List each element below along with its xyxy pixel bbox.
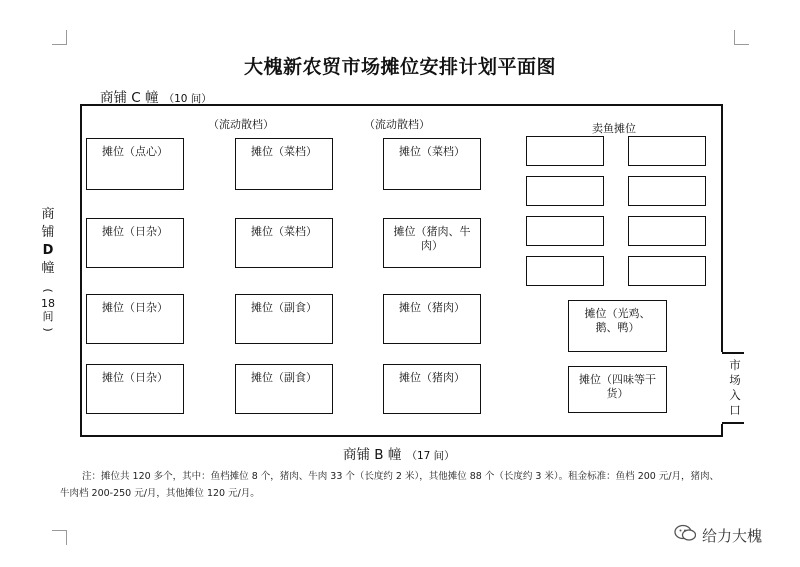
shop-d-count-char: 18 xyxy=(41,297,55,310)
stall-box xyxy=(235,138,333,190)
stall-label: 摊位（菜档） xyxy=(251,225,317,238)
stall-label: 摊位（猪肉） xyxy=(399,371,465,384)
fish-stall-label: 卖鱼摊位 xyxy=(592,122,636,135)
shop-d-count-char: ) xyxy=(41,327,55,332)
stall-label: 摊位（日杂） xyxy=(102,301,168,314)
watermark-text: 给力大槐 xyxy=(701,526,762,545)
stall-label: 摊位（副食） xyxy=(251,301,317,314)
wechat-icon xyxy=(674,524,696,546)
stall-box xyxy=(86,218,184,268)
fish-stall-box xyxy=(628,256,706,286)
shop-b-count: （17 间） xyxy=(406,450,455,462)
shop-c-name: 商铺 C 幢 xyxy=(100,90,159,106)
stall-box xyxy=(383,294,481,344)
stall-box xyxy=(86,138,184,190)
fish-stall-box xyxy=(628,216,706,246)
stall-box xyxy=(86,364,184,414)
crop-mark-bottom-left xyxy=(52,530,67,545)
stall-label: 摊位（菜档） xyxy=(251,145,317,158)
watermark xyxy=(674,524,762,546)
fish-stall-box xyxy=(526,216,604,246)
stall-label: 摊位（猪肉） xyxy=(399,301,465,314)
entry-char: 口 xyxy=(729,403,741,417)
floating-stall-label: （流动散档） xyxy=(364,118,430,131)
shop-d-count xyxy=(40,284,56,336)
shop-d-label xyxy=(40,206,56,278)
stall-box xyxy=(235,294,333,344)
shop-d-count-char: ( xyxy=(41,288,55,293)
stall-box xyxy=(568,366,667,413)
fish-stall-box xyxy=(526,176,604,206)
stall-box xyxy=(235,364,333,414)
stall-box xyxy=(86,294,184,344)
stall-label: 摊位（光鸡、鹅、鸭） xyxy=(584,307,651,334)
shop-b-name: 商铺 B 幢 xyxy=(343,447,402,463)
stall-label: 摊位（四味等干货） xyxy=(579,373,656,400)
entry-wall-bottom xyxy=(722,422,744,424)
stall-box xyxy=(568,300,667,352)
stall-label: 摊位（菜档） xyxy=(399,145,465,158)
stall-box xyxy=(383,218,481,268)
stall-box xyxy=(383,364,481,414)
footnote-line: 牛肉档 200-250 元/月，其他摊位 120 元/月。 xyxy=(60,488,260,499)
shop-b-label xyxy=(343,443,455,463)
stall-box xyxy=(235,218,333,268)
fish-stall-box xyxy=(526,136,604,166)
shop-d-count-char: 间 xyxy=(42,310,54,323)
crop-mark-top-right xyxy=(734,30,749,45)
stall-label: 摊位（副食） xyxy=(251,371,317,384)
fish-stall-box xyxy=(526,256,604,286)
page-title: 大槐新农贸市场摊位安排计划平面图 xyxy=(243,56,556,78)
crop-mark-top-left xyxy=(52,30,67,45)
entry-char: 场 xyxy=(729,373,741,387)
shop-c-count: （10 间） xyxy=(163,93,212,105)
shop-d-char: 幢 xyxy=(41,261,55,276)
stall-label: 摊位（点心） xyxy=(102,145,168,158)
footnote xyxy=(60,468,760,502)
footnote-line: 注：摊位共 120 多个，其中：鱼档摊位 8 个，猪肉、牛肉 33 个（长度约 2 米），其他摊位 88 个（长度约 3 米）。租金标准：鱼档 200 元/月，猪肉、 xyxy=(82,471,720,482)
stall-label: 摊位（日杂） xyxy=(102,225,168,238)
stall-box xyxy=(383,138,481,190)
stall-label: 摊位（日杂） xyxy=(102,371,168,384)
shop-d-char: D xyxy=(42,243,54,258)
entry-wall-top xyxy=(722,352,744,354)
stall-label: 摊位（猪肉、牛肉） xyxy=(393,225,471,252)
shop-d-char: 铺 xyxy=(41,225,55,240)
entry-char: 入 xyxy=(729,388,741,402)
fish-stall-box xyxy=(628,176,706,206)
entry-char: 市 xyxy=(729,358,741,372)
shop-c-label xyxy=(100,86,212,106)
shop-d-char: 商 xyxy=(41,207,55,222)
fish-stall-box xyxy=(628,136,706,166)
floating-stall-label: （流动散档） xyxy=(208,118,274,131)
market-entry-label xyxy=(727,358,743,418)
